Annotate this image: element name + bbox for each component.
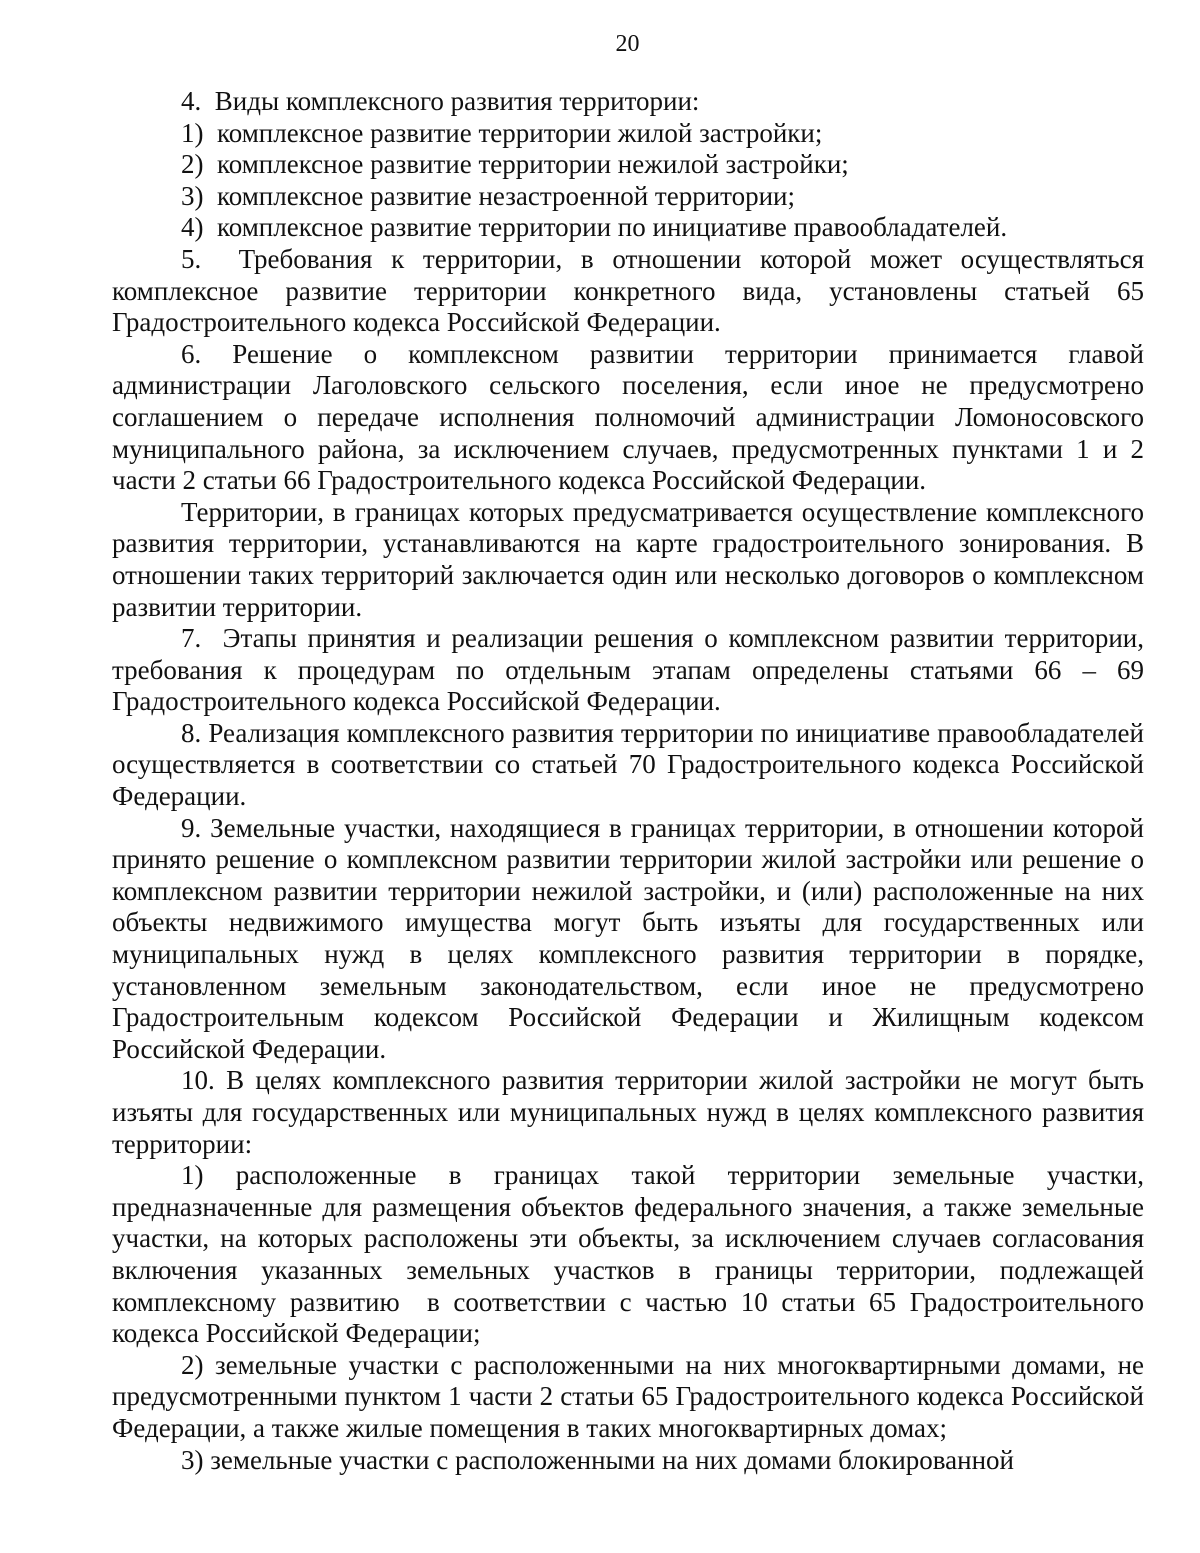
list-item-1: 1) комплексное развитие территории жилой застройки; — [181, 117, 823, 148]
paragraph-4-header: 4. Виды комплексного развития территории: — [181, 86, 700, 116]
paragraph-10: 10. В целях комплексного развития территории жилой застройки не могут быть изъяты для государственных или муниципальных нужд в целях комплексного развития территории: — [112, 1065, 1151, 1159]
list-item-4: 4) комплексное развитие территории по инициативе правообладателей. — [181, 212, 1008, 243]
list-item-3: 3) комплексное развитие незастроенной территории; — [181, 180, 795, 211]
paragraph-8: 8. Реализация комплексного развития территории по инициативе правообладателей осуществляется в соответствии со статьей 70 Градостроительного кодекса Российской Федерации. — [112, 717, 1151, 812]
paragraph-5: 5. Требования к территории, в отношении которой может осуществляться комплексное развитие территории конкретного вида, установлены статьей 65 Градостроительного кодекса Российской Федерации. — [112, 243, 1151, 338]
paragraph-9: 9. Земельные участки, находящиеся в границах территории, в отношении которой принято решение о комплексном развитии территории жилой застройки или решение о комплексном развитии территории нежилой застройки, и (или) расположенные на них объекты недвижимого имущества могут быть изъяты для государственных или муниципальных нужд в целях комплексного развития территории в порядке, установленном земельным законодательством, если иное не предусмотрено Градостроительным кодексом Российской Федерации и Жилищным кодексом Российской Федерации. — [112, 812, 1151, 1064]
paragraph-6: 6. Решение о комплексном развитии территории принимается главой администрации Лаголовского сельского поселения, если иное не предусмотрено соглашением о передаче исполнения полномочий администрации Ломоносовского муниципального района, за исключением случаев, предусмотренных пунктами 1 и 2 части 2 статьи 66 Градостроительного кодекса Российской Федерации. — [112, 338, 1151, 496]
document-body — [112, 86, 1151, 1476]
paragraph-10-item-1: 1) расположенные в границах такой территории земельные участки, предназначенные для размещения объектов федерального значения, а также земельные участки, на которых расположены эти объекты, за исключением случаев согласования включения указанных земельных участков в границы территории, подлежащей комплексному развитию в соответствии с частью 10 статьи 65 Градостроительного кодекса Российской Федерации; — [112, 1160, 1151, 1349]
paragraph-7: 7. Этапы принятия и реализации решения о комплексном развитии территории, требования к процедурам по отдельным этапам определены статьями 66 – 69 Градостроительного кодекса Российской Федерации. — [112, 623, 1151, 717]
paragraph-10-item-3: 3) земельные участки с расположенными на них домами блокированной — [181, 1444, 1014, 1475]
page-number: 20 — [615, 31, 640, 57]
paragraph-6-territories: Территории, в границах которых предусматривается осуществление комплексного развития территории, устанавливаются на карте градостроительного зонирования. В отношении таких территорий заключается один или несколько договоров о комплексном развитии территории. — [112, 496, 1151, 622]
paragraph-10-item-2: 2) земельные участки с расположенными на них многоквартирными домами, не предусмотренными пунктом 1 части 2 статьи 65 Градостроительного кодекса Российской Федерации, а также жилые помещения в таких многоквартирных домах; — [112, 1349, 1151, 1443]
list-item-2: 2) комплексное развитие территории нежилой застройки; — [181, 149, 849, 180]
